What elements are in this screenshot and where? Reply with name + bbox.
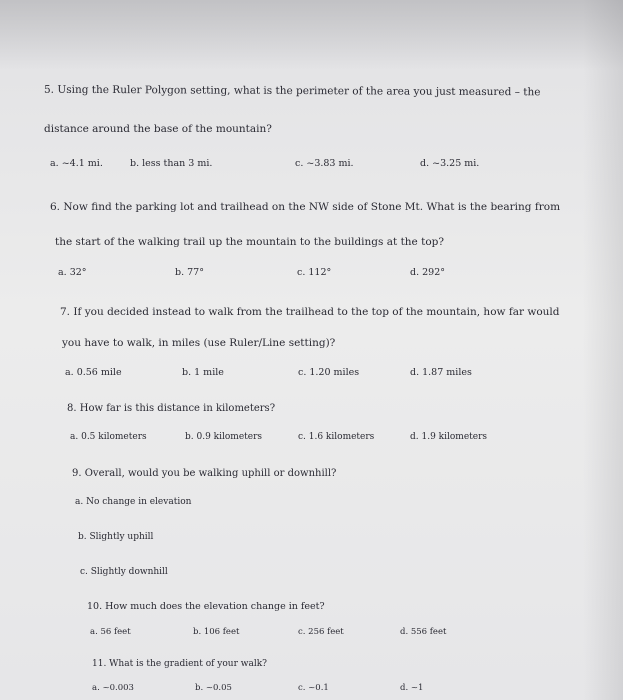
question-8-option-c: c. 1.6 kilometers [298,432,375,442]
question-7-option-b: b. 1 mile [182,367,224,378]
question-8-option-a: a. 0.5 kilometers [70,432,147,442]
question-11-option-a: a. ~0.003 [92,683,134,693]
question-8-text: 8. How far is this distance in kilometers? [67,403,276,414]
question-7-option-a: a. 0.56 mile [65,367,122,378]
question-10-option-a: a. 56 feet [90,627,131,637]
question-6-option-a: a. 32° [58,267,87,278]
question-11-option-c: c. ~0.1 [298,683,329,693]
question-10-text: 10. How much does the elevation change in feet? [87,601,325,612]
shadow-top [0,0,623,70]
question-10-option-b: b. 106 feet [193,627,240,637]
question-9-option-a: a. No change in elevation [75,497,192,507]
question-6-option-d: d. 292° [410,267,446,278]
question-5-option-a: a. ~4.1 mi. [50,158,103,169]
question-9-text: 9. Overall, would you be walking uphill or downhill? [72,468,337,479]
question-7-option-c: c. 1.20 miles [298,367,360,378]
question-9-option-b: b. Slightly uphill [78,532,154,542]
shadow-right [583,0,623,700]
question-11-option-d: d. ~1 [400,683,424,693]
question-8-option-d: d. 1.9 kilometers [410,432,488,442]
question-5-option-c: c. ~3.83 mi. [295,158,354,169]
question-10-option-c: c. 256 feet [298,627,344,637]
question-5-line-1: 5. Using the Ruler Polygon setting, what is the perimeter of the area you just measured – the [43,83,541,99]
question-9-option-c: c. Slightly downhill [80,567,168,577]
question-11-option-b: b. ~0.05 [195,683,232,693]
question-7-option-d: d. 1.87 miles [410,367,472,378]
question-6-option-b: b. 77° [175,267,204,278]
question-8-option-b: b. 0.9 kilometers [185,432,263,442]
question-6-line-1: 6. Now find the parking lot and trailhead on the NW side of Stone Mt. What is the bearing from [50,201,561,213]
question-6-option-c: c. 112° [297,267,332,278]
question-7-line-1: 7. If you decided instead to walk from the trailhead to the top of the mountain, how far would [60,306,560,318]
question-6-line-2: the start of the walking trail up the mountain to the buildings at the top? [55,236,444,248]
question-7-line-2: you have to walk, in miles (use Ruler/Line setting)? [62,337,336,349]
question-5-option-b: b. less than 3 mi. [130,158,213,169]
question-10-option-d: d. 556 feet [400,627,447,637]
question-11-text: 11. What is the gradient of your walk? [92,659,267,669]
question-5-option-d: d. ~3.25 mi. [420,158,480,169]
question-5-line-2: distance around the base of the mountain? [44,123,272,135]
